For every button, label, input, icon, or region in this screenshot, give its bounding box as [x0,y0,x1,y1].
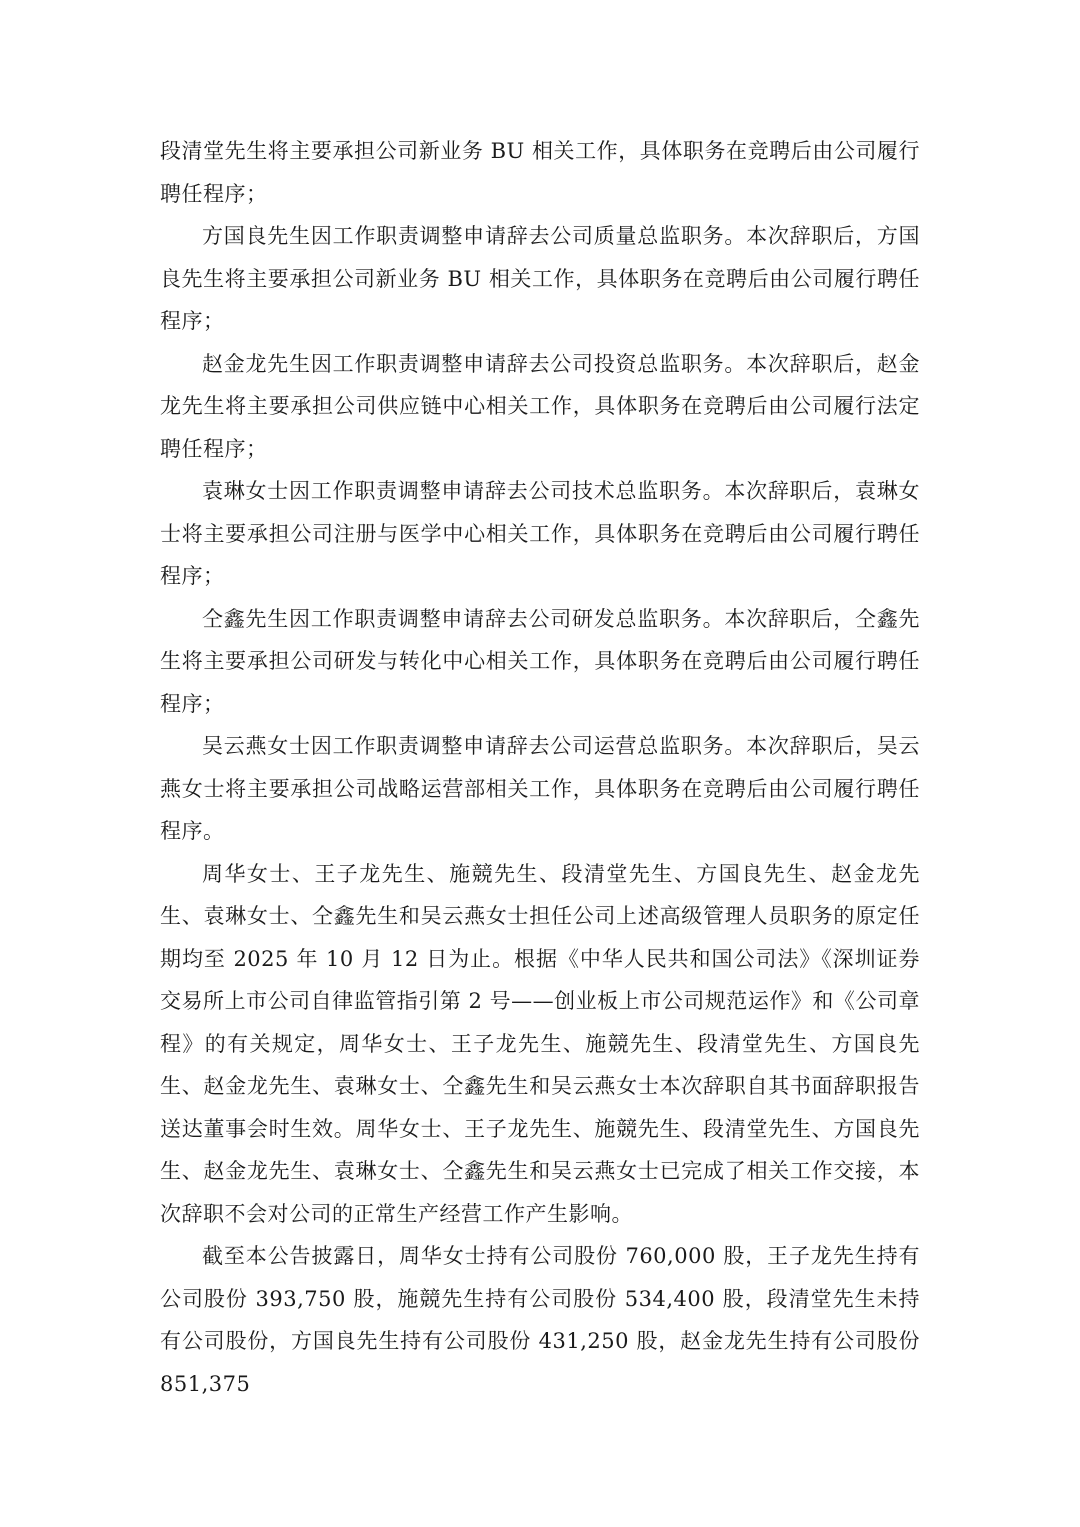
paragraph-term-and-effect: 周华女士、王子龙先生、施競先生、段清堂先生、方国良先生、赵金龙先生、袁琳女士、仝鑫先生和吴云燕女士担任公司上述高级管理人员职务的原定任期均至 2025 年 10 月 12 日为止。根据《中华人民共和国公司法》《深圳证券交易所上市公司自律监管指引第 2 号——创业板上市公司规范运作》和《公司章程》的有关规定，周华女士、王子龙先生、施競先生、段清堂先生、方国良先生、赵金龙先生、袁琳女士、仝鑫先生和吴云燕女士本次辞职自其书面辞职报告送达董事会时生效。周华女士、王子龙先生、施競先生、段清堂先生、方国良先生、赵金龙先生、袁琳女士、仝鑫先生和吴云燕女士已完成了相关工作交接，本次辞职不会对公司的正常生产经营工作产生影响。 [160,861,920,1226]
document-body [160,130,920,1405]
paragraph-zhao-resignation: 赵金龙先生因工作职责调整申请辞去公司投资总监职务。本次辞职后，赵金龙先生将主要承担公司供应链中心相关工作，具体职务在竞聘后由公司履行法定聘任程序； [160,351,920,461]
paragraph-tong-resignation: 仝鑫先生因工作职责调整申请辞去公司研发总监职务。本次辞职后，仝鑫先生将主要承担公司研发与转化中心相关工作，具体职务在竞聘后由公司履行聘任程序； [160,606,920,716]
paragraph-yuan-resignation: 袁琳女士因工作职责调整申请辞去公司技术总监职务。本次辞职后，袁琳女士将主要承担公司注册与医学中心相关工作，具体职务在竞聘后由公司履行聘任程序； [160,479,920,588]
paragraph-fang-resignation: 方国良先生因工作职责调整申请辞去公司质量总监职务。本次辞职后，方国良先生将主要承担公司新业务 BU 相关工作，具体职务在竞聘后由公司履行聘任程序； [160,224,920,333]
paragraph-shareholdings: 截至本公告披露日，周华女士持有公司股份 760,000 股，王子龙先生持有公司股份 393,750 股，施競先生持有公司股份 534,400 股，段清堂先生未持有公司股份，方国良先生持有公司股份 431,250 股，赵金龙先生持有公司股份 851,375 [160,1244,920,1396]
paragraph-wu-resignation: 吴云燕女士因工作职责调整申请辞去公司运营总监职务。本次辞职后，吴云燕女士将主要承担公司战略运营部相关工作，具体职务在竞聘后由公司履行聘任程序。 [160,734,920,843]
paragraph-duan-continuation: 段清堂先生将主要承担公司新业务 BU 相关工作，具体职务在竞聘后由公司履行聘任程序； [160,139,920,206]
